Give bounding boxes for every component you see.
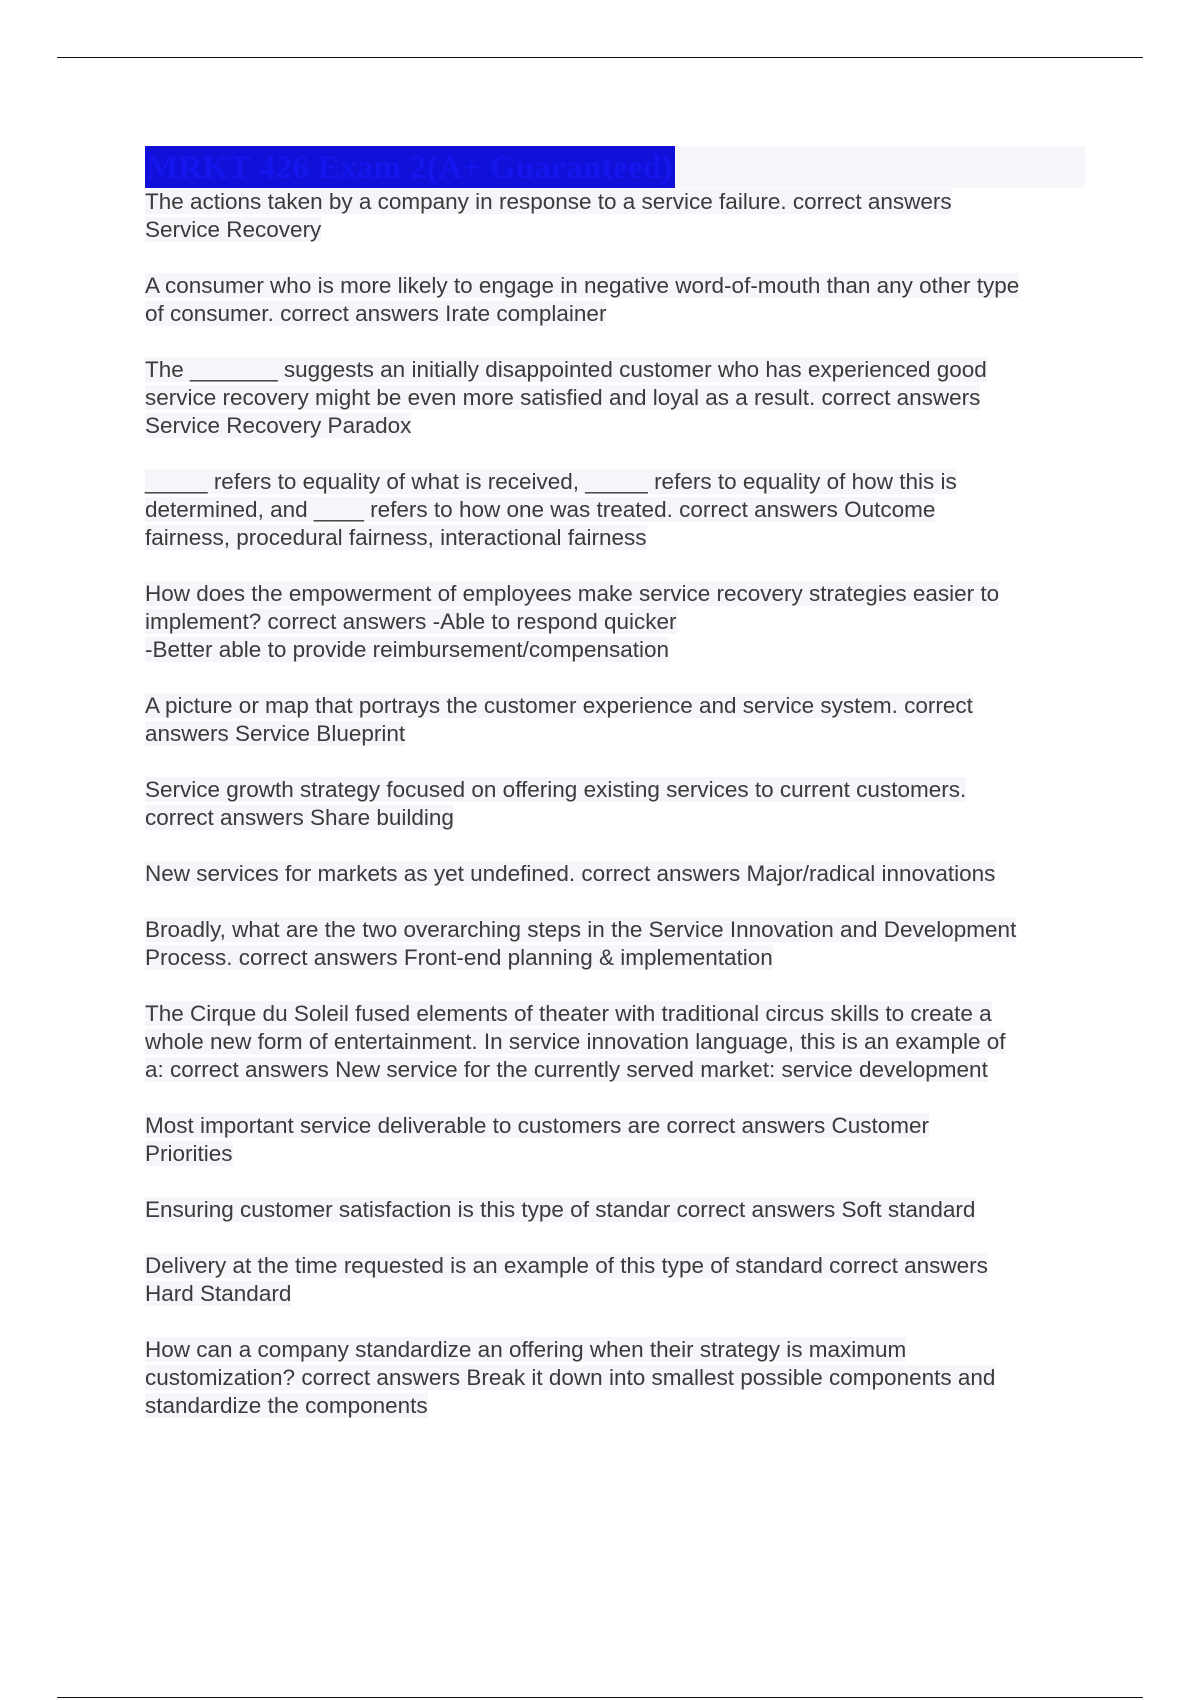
qa-entry-text: Delivery at the time requested is an example of this type of standard correct answers <box>145 1253 988 1278</box>
qa-entry <box>145 1196 1085 1224</box>
qa-entry-text: Process. correct answers Front-end planning & implementation <box>145 945 773 970</box>
title-row <box>145 146 1085 188</box>
qa-entry-text: The _______ suggests an initially disappointed customer who has experienced good <box>145 357 987 382</box>
qa-entry-line <box>145 916 1085 944</box>
qa-entry <box>145 916 1085 972</box>
qa-entry-line <box>145 720 1085 748</box>
qa-entry-line <box>145 608 1085 636</box>
qa-entry-line <box>145 1364 1085 1392</box>
qa-entry <box>145 1112 1085 1168</box>
qa-entry-text: Service Recovery Paradox <box>145 413 412 438</box>
qa-entry-text: The Cirque du Soleil fused elements of theater with traditional circus skills to create a <box>145 1001 992 1026</box>
qa-entry-line <box>145 1140 1085 1168</box>
document-title: MRKT 426 Exam 2(A+ Guaranteed) <box>145 146 675 188</box>
bottom-rule <box>57 1697 1143 1698</box>
qa-entry-line <box>145 496 1085 524</box>
qa-entry-text: customization? correct answers Break it down into smallest possible components and <box>145 1365 996 1390</box>
qa-entry-line <box>145 1000 1085 1028</box>
qa-entry-line <box>145 580 1085 608</box>
document-body <box>145 146 1085 1448</box>
qa-entry-line <box>145 1196 1085 1224</box>
qa-entry <box>145 776 1085 832</box>
qa-entry-line <box>145 188 1085 216</box>
qa-entry <box>145 188 1085 244</box>
qa-entry-line <box>145 1280 1085 1308</box>
qa-entry-line <box>145 1056 1085 1084</box>
qa-entry-text: whole new form of entertainment. In service innovation language, this is an example of <box>145 1029 1006 1054</box>
qa-entry <box>145 580 1085 664</box>
qa-entry-line <box>145 1336 1085 1364</box>
qa-entry-text: Service growth strategy focused on offering existing services to current customers. <box>145 777 967 802</box>
qa-entry-text: How can a company standardize an offering when their strategy is maximum <box>145 1337 907 1362</box>
qa-entry <box>145 1000 1085 1084</box>
qa-entry-text: Hard Standard <box>145 1281 292 1306</box>
qa-entry <box>145 356 1085 440</box>
qa-entry-text: Priorities <box>145 1141 233 1166</box>
qa-entry-text: New services for markets as yet undefined. correct answers Major/radical innovations <box>145 861 996 886</box>
qa-entry-line <box>145 1028 1085 1056</box>
qa-entry-line <box>145 412 1085 440</box>
qa-entry-text: correct answers Share building <box>145 805 454 830</box>
qa-entry-text: Ensuring customer satisfaction is this type of standar correct answers Soft standard <box>145 1197 976 1222</box>
qa-entry-line <box>145 860 1085 888</box>
qa-entry-text: A picture or map that portrays the customer experience and service system. correct <box>145 693 973 718</box>
qa-entry-line <box>145 804 1085 832</box>
qa-entry-text: answers Service Blueprint <box>145 721 406 746</box>
qa-entry-line <box>145 776 1085 804</box>
qa-list <box>145 188 1085 1420</box>
qa-entry-line <box>145 1252 1085 1280</box>
qa-entry <box>145 692 1085 748</box>
qa-entry <box>145 1252 1085 1308</box>
qa-entry-line <box>145 300 1085 328</box>
qa-entry-line <box>145 1392 1085 1420</box>
qa-entry-text: service recovery might be even more satisfied and loyal as a result. correct answers <box>145 385 981 410</box>
top-rule <box>57 57 1143 58</box>
qa-entry-line <box>145 524 1085 552</box>
qa-entry <box>145 1336 1085 1420</box>
qa-entry-line <box>145 468 1085 496</box>
qa-entry-text: Broadly, what are the two overarching steps in the Service Innovation and Development <box>145 917 1017 942</box>
qa-entry-text: A consumer who is more likely to engage in negative word-of-mouth than any other type <box>145 273 1020 298</box>
qa-entry-text: fairness, procedural fairness, interactional fairness <box>145 525 647 550</box>
qa-entry-text: Most important service deliverable to customers are correct answers Customer <box>145 1113 930 1138</box>
qa-entry-line <box>145 356 1085 384</box>
qa-entry <box>145 860 1085 888</box>
qa-entry-line <box>145 1112 1085 1140</box>
qa-entry-line <box>145 384 1085 412</box>
qa-entry-text: implement? correct answers -Able to respond quicker <box>145 609 677 634</box>
qa-entry-text: determined, and ____ refers to how one was treated. correct answers Outcome <box>145 497 936 522</box>
qa-entry-text: The actions taken by a company in response to a service failure. correct answers <box>145 189 952 214</box>
qa-entry <box>145 272 1085 328</box>
qa-entry-line <box>145 216 1085 244</box>
qa-entry-line <box>145 272 1085 300</box>
qa-entry-text: Service Recovery <box>145 217 322 242</box>
qa-entry-line <box>145 944 1085 972</box>
qa-entry <box>145 468 1085 552</box>
qa-entry-text: -Better able to provide reimbursement/compensation <box>145 637 670 662</box>
qa-entry-line <box>145 636 1085 664</box>
qa-entry-text: How does the empowerment of employees make service recovery strategies easier to <box>145 581 1000 606</box>
qa-entry-line <box>145 692 1085 720</box>
qa-entry-text: of consumer. correct answers Irate complainer <box>145 301 607 326</box>
qa-entry-text: standardize the components <box>145 1393 428 1418</box>
qa-entry-text: a: correct answers New service for the currently served market: service development <box>145 1057 988 1082</box>
qa-entry-text: _____ refers to equality of what is received, _____ refers to equality of how this is <box>145 469 957 494</box>
